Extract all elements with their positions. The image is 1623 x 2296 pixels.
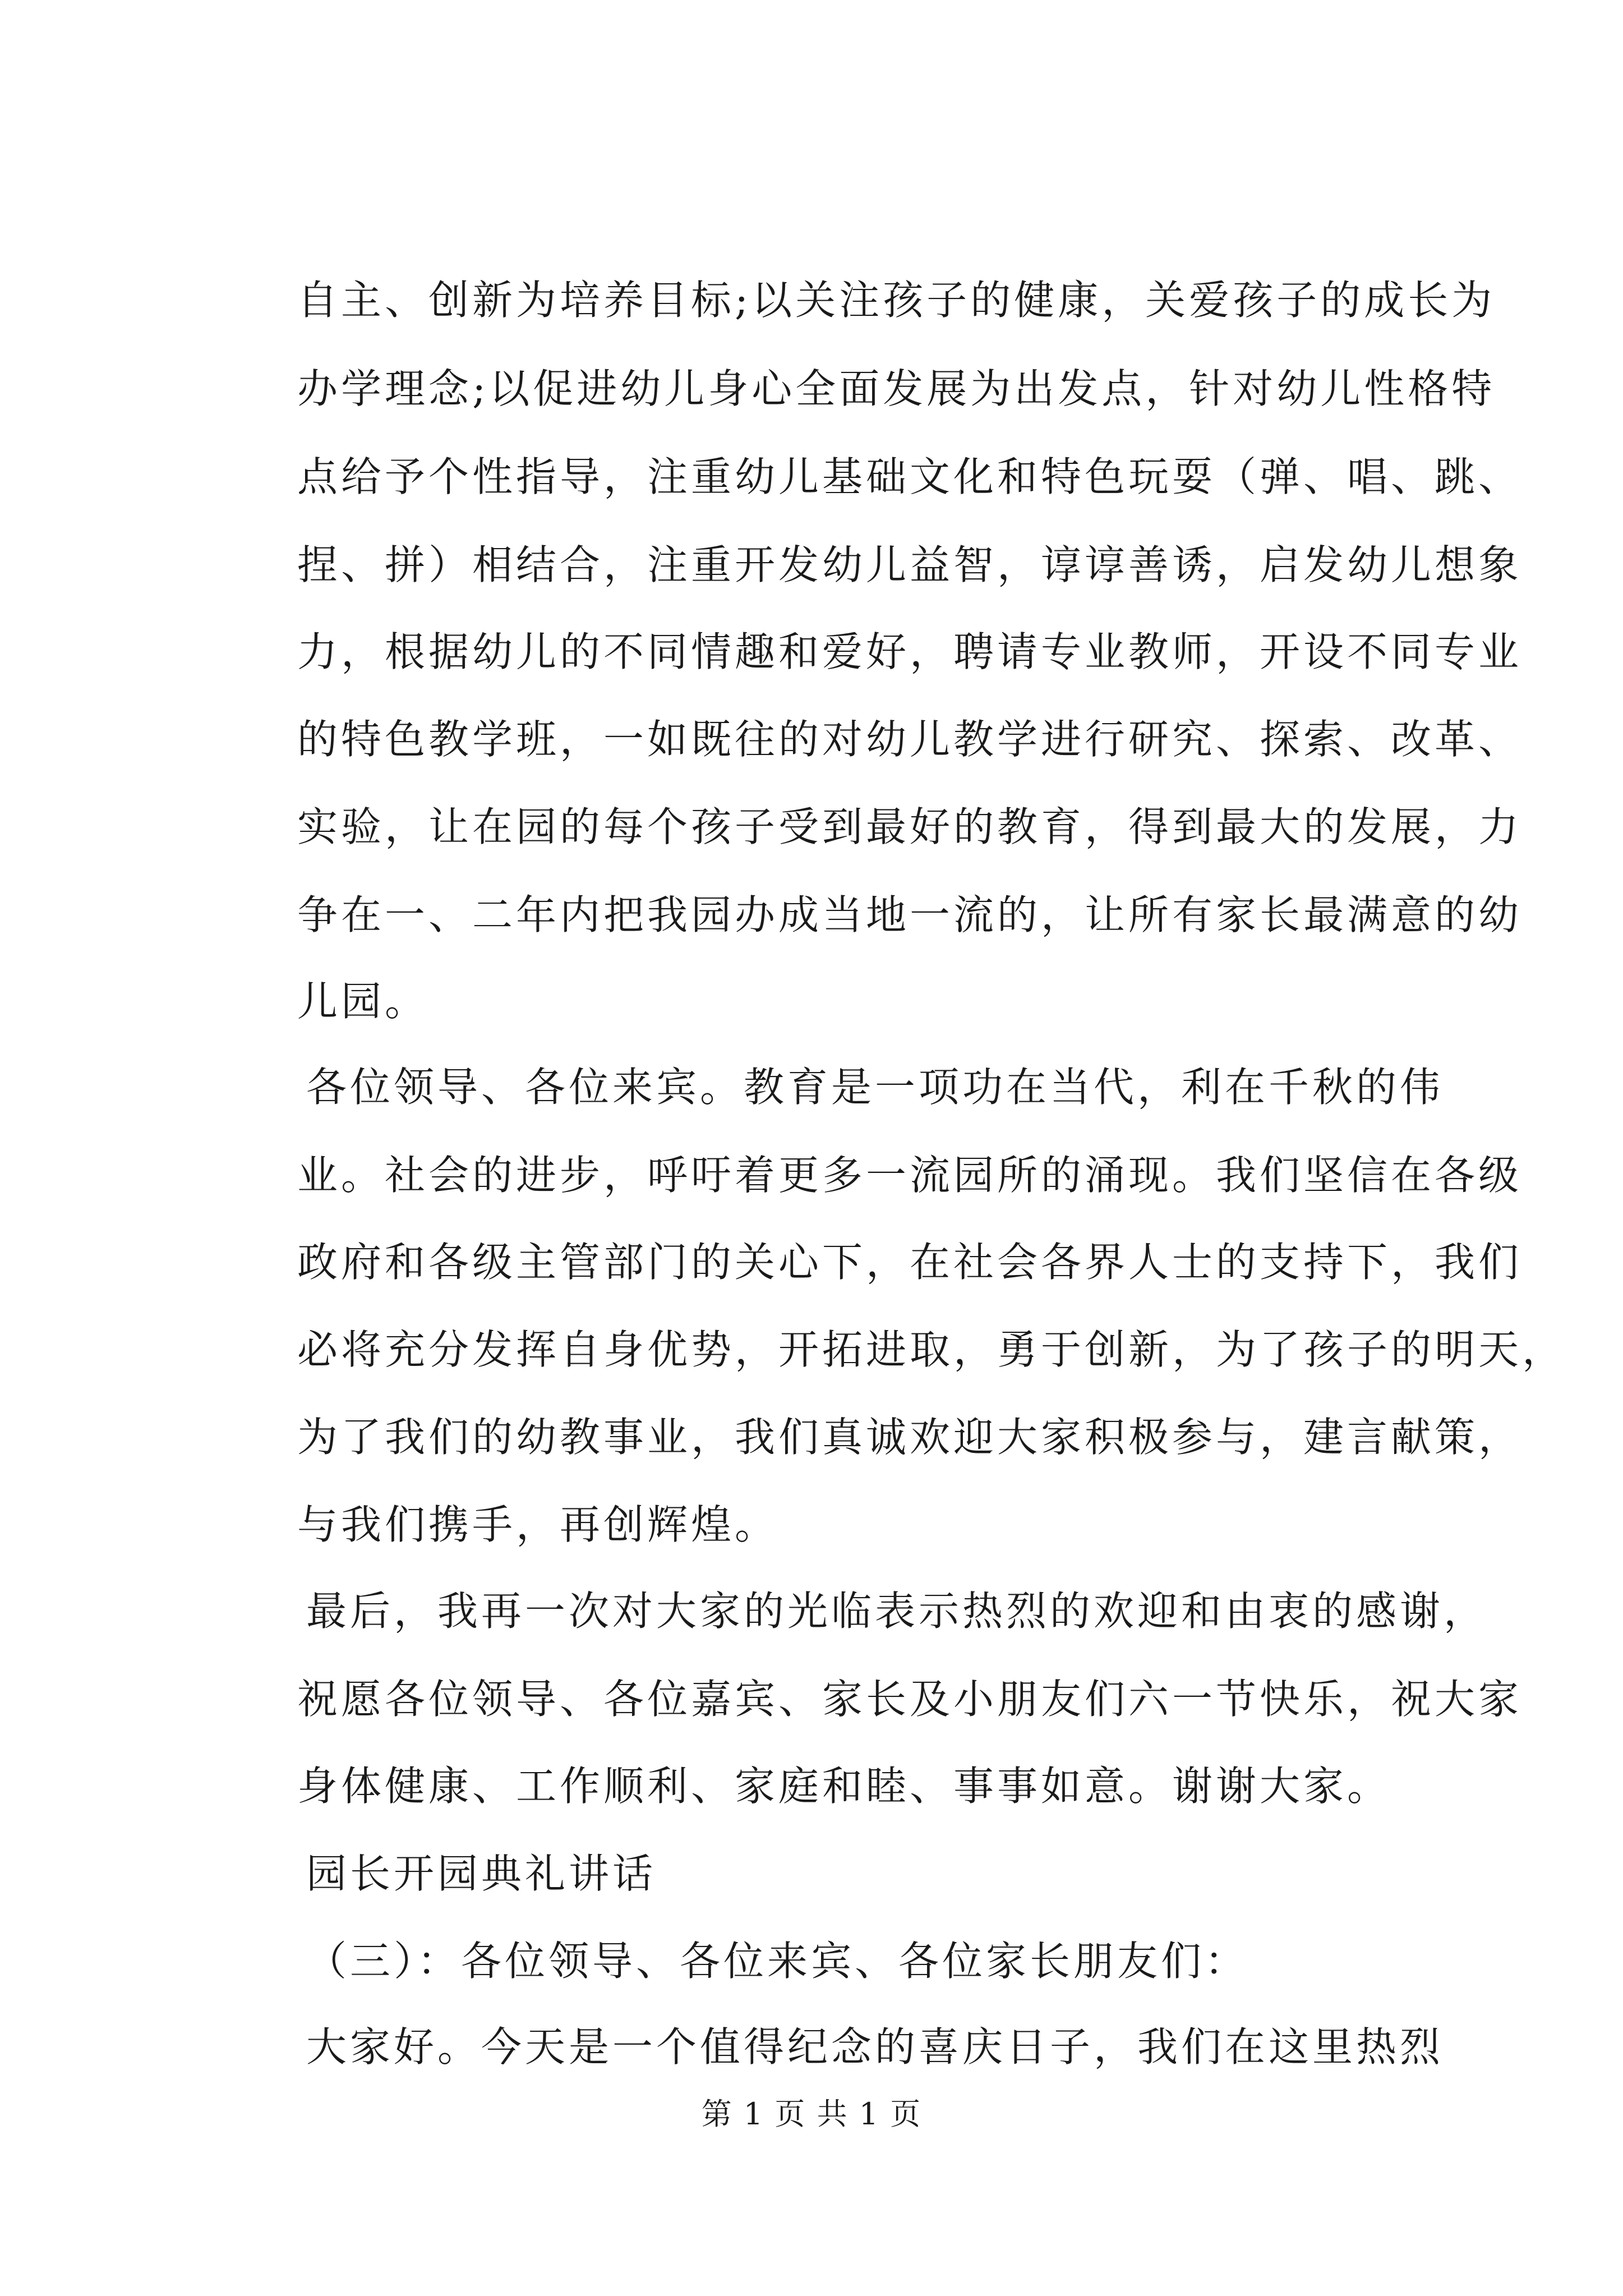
text-line-6: 的特色教学班，一如既往的对幼儿教学进行研究、探索、改革、 (297, 716, 1523, 763)
text-line-17: 祝愿各位领导、各位嘉宾、家长及小朋友们六一节快乐，祝大家 (297, 1676, 1523, 1723)
text-line-3: 点给予个性指导，注重幼儿基础文化和特色玩耍（弹、唱、跳、 (297, 453, 1523, 500)
text-line-11: 业。社会的进步，呼吁着更多一流园所的涌现。我们坚信在各级 (297, 1152, 1523, 1199)
paragraph-start-1: 各位领导、各位来宾。教育是一项功在当代，利在千秋的伟 (306, 1064, 1444, 1111)
section-heading: 园长开园典礼讲话 (306, 1850, 657, 1897)
section-salutation: （三）：各位领导、各位来宾、各位家长朋友们： (306, 1938, 1249, 1985)
text-line-7: 实验，让在园的每个孩子受到最好的教育，得到最大的发展，力 (297, 803, 1523, 850)
text-line-12: 政府和各级主管部门的关心下，在社会各界人士的支持下，我们 (297, 1239, 1523, 1286)
text-line-2: 办学理念;以促进幼儿身心全面发展为出发点，针对幼儿性格特 (297, 365, 1496, 412)
text-line-21: 大家好。今天是一个值得纪念的喜庆日子，我们在这里热烈 (306, 2023, 1444, 2070)
text-line-13: 必将充分发挥自身优势，开拓进取，勇于创新，为了孩子的明天， (297, 1326, 1566, 1373)
text-line-15: 与我们携手，再创辉煌。 (297, 1501, 779, 1548)
page-footer: 第 1 页 共 1 页 (701, 2096, 922, 2132)
text-line-9: 儿园。 (297, 978, 429, 1025)
text-line-1: 自主、创新为培养目标;以关注孩子的健康，关爱孩子的成长为 (297, 277, 1496, 324)
text-line-8: 争在一、二年内把我园办成当地一流的，让所有家长最满意的幼 (297, 891, 1523, 938)
paragraph-start-2: 最后，我再一次对大家的光临表示热烈的欢迎和由衷的感谢， (306, 1588, 1488, 1635)
text-line-18: 身体健康、工作顺利、家庭和睦、事事如意。谢谢大家。 (297, 1763, 1391, 1810)
text-line-14: 为了我们的幼教事业，我们真诚欢迎大家积极参与，建言献策， (297, 1414, 1523, 1461)
text-line-5: 力，根据幼儿的不同情趣和爱好，聘请专业教师，开设不同专业 (297, 628, 1523, 675)
text-line-4: 捏、拼）相结合，注重开发幼儿益智，谆谆善诱，启发幼儿想象 (297, 541, 1523, 588)
